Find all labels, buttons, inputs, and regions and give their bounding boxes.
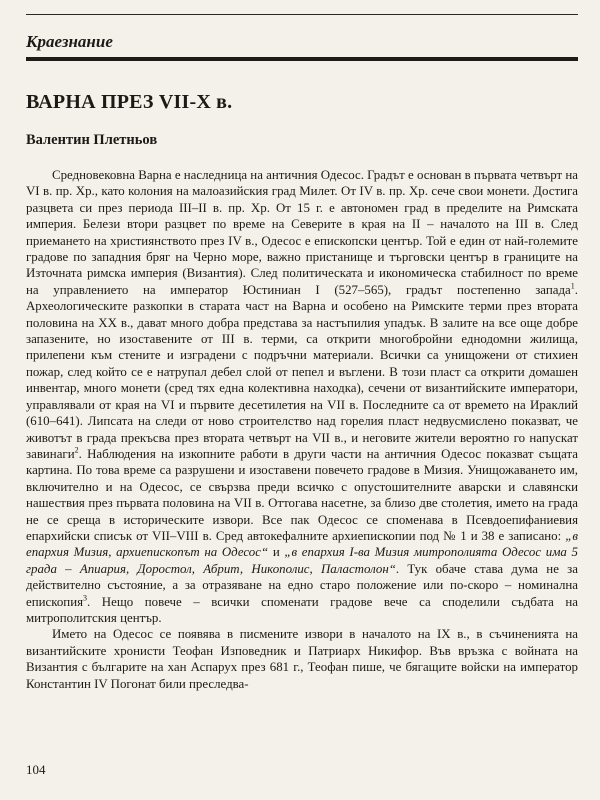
paragraph-1-part-a: Средновековна Варна е наследница на античния Одесос. Градът е основан в първата четвърт на VI в. пр. Хр., като колония на малоазийския град Милет. От IV в. пр. Хр. сече свои монети. Достига разцвета си през периода III–II в. пр. Хр. От 15 г. е автономен град в пределите на Римската империя. Белези втори разцвет по време на Северите в края на II – началото на III в. След приемането на християнството през IV в., Одесос е епископски център. Той е един от най-големите градове по западния бряг на Черно море, важно пристанище и търговски център в границите на Източната римска империя (Византия). След политическата и икономическа стабилност по време на управлението на император Юстиниан I (527–565), градът постепенно запада: [26, 168, 578, 297]
footnote-ref-1: 1: [570, 281, 575, 291]
paragraph-2: Името на Одесос се появява в писмените извори в началото на IX в., в съчиненията на византийските хронисти Теофан Изповедник и Патриарх Никифор. Във връзка с войната на Византия с българите на хан Аспарух през 681 г., Теофан пише, че бягащите войски на император Константин IV Погонат били преследва-: [26, 627, 578, 691]
paragraph-1-part-f: . Нещо повече – всички споменати градове вече са споделили съдбата на митрополитския център.: [26, 594, 578, 625]
article-title: ВАРНА ПРЕЗ VII-X в.: [26, 91, 233, 113]
top-rule: [26, 14, 578, 15]
article-body: [26, 167, 578, 692]
paragraph-1-part-c: . Наблюдения на изкопните работи в други части на античния Одесос показват същата картина. По това време са разрушени и изоставени повечето градове в Мизия. Унищожаването им, включително и на Одесос, се свързва преди всичко с опустошителните аварски и славянски нашествия през първата половина на VII в. Оттогава насетне, за близо две столетия, името на града не се среща в историческите извори. Все пак Одесос се споменава в Псевдоепифаниевия епархийски списък от VII–VIII в. Сред автокефалните архиепископии под № 1 и 38 е записано:: [26, 446, 578, 543]
header-rule: [26, 57, 578, 61]
footnote-ref-3: 3: [83, 593, 88, 603]
running-head: Краезнание: [26, 32, 113, 51]
footnote-ref-2: 2: [74, 445, 79, 455]
paragraph-1-part-e: . Тук обаче става дума не за действително състояние, а за отразяване на едно старо положение или по-скоро – номинална епископия: [26, 561, 578, 609]
page-number: 104: [26, 762, 46, 777]
quote-2: „в епархия I-ва Мизия митрополията Одесос има 5 града – Апиария, Доростол, Абрит, Никополис, Паластолон“: [26, 545, 578, 576]
article-author: Валентин Плетньов: [26, 132, 158, 148]
quote-1: „в епархия Мизия, архиепископът на Одесос“: [26, 528, 578, 560]
paragraph-1-part-d: и: [268, 545, 285, 560]
paragraph-1: [26, 167, 578, 626]
paragraph-1-part-b: . Археологическите разкопки в старата част на Варна и особено на Римските терми през втората половина на XX в., дават много добра представа за настъпилия упадък. В залите на все още добре запазените, но изоставените от III в. терми, са открити многобройни еднодомни жилища, прилепени към стените и изградени с подръчни материали. Всички са унищожени от стихиен пожар, след който се е натрупал дебел слой от пепел и въглени. В този пласт са открити домашен инвентар, много монети (сред тях една колективна находка), сечени от византийските императори, управлявали от края на VI и първите десетилетия на VII в. Последните са от времето на Ираклий (610–641). Липсата на следи от ново строителство над горелия пласт недвусмислено показват, че животът в града прекъсва през втората четвърт на VII в., и неговите жители вероятно го напускат завинаги: [26, 282, 578, 461]
